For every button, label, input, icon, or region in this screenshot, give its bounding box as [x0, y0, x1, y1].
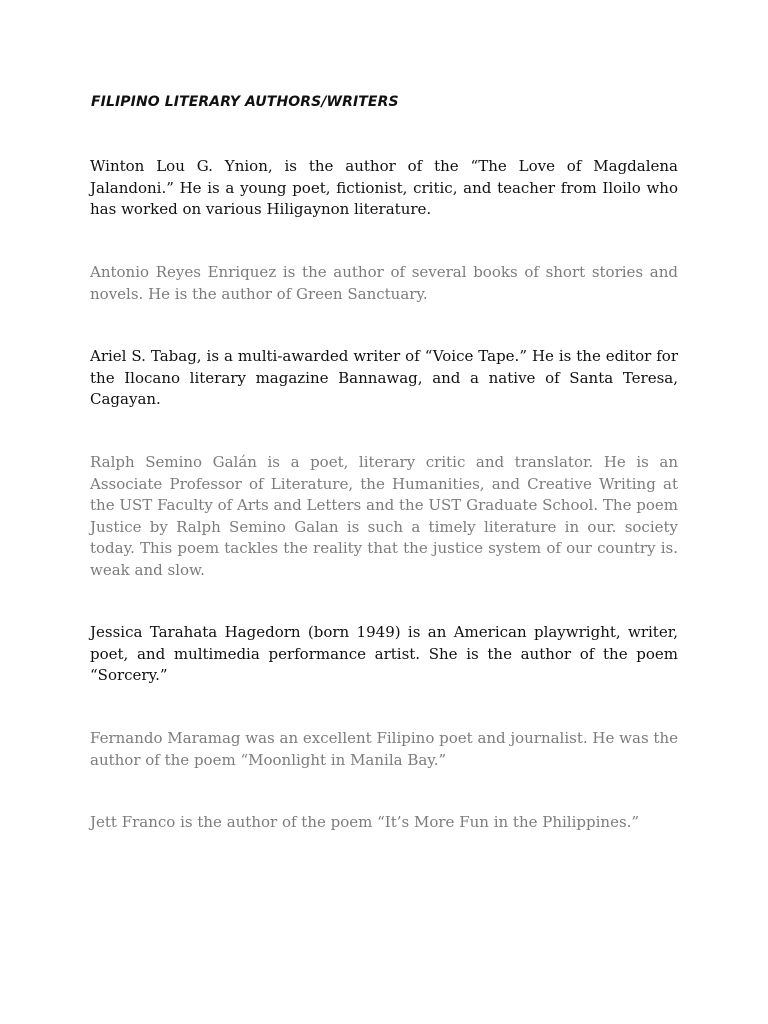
author-paragraph-antonio-reyes-enriquez: Antonio Reyes Enriquez is the author of several books of short stories and novels. He is the author of Green Sanctuary. [90, 263, 678, 303]
author-paragraph-fernando-maramag: Fernando Maramag was an excellent Filipino poet and journalist. He was the author of the poem “Moonlight in Manila Bay.” [90, 729, 678, 769]
author-paragraph-ralph-semino-galan: Ralph Semino Galán is a poet, literary critic and translator. He is an Associate Professor of Literature, the Humanities, and Creative Writing at the UST Faculty of Arts and Letters and the UST Graduate School. The poem Justice by Ralph Semino Galan is such a timely literature in our. society today. This poem tackles the reality that the justice system of our country is. weak and slow. [90, 453, 678, 579]
author-paragraph-jessica-hagedorn: Jessica Tarahata Hagedorn (born 1949) is an American playwright, writer, poet, and multimedia performance artist. She is the author of the poem “Sorcery.” [90, 623, 678, 685]
author-paragraph-jett-franco: Jett Franco is the author of the poem “It’s More Fun in the Philippines.” [90, 813, 640, 831]
author-paragraph-ariel-tabag: Ariel S. Tabag, is a multi-awarded writer of “Voice Tape.” He is the editor for the Ilocano literary magazine Bannawag, and a native of Santa Teresa, Cagayan. [90, 347, 678, 409]
author-paragraph-winton-lou-ynion: Winton Lou G. Ynion, is the author of the “The Love of Magdalena Jalandoni.” He is a young poet, fictionist, critic, and teacher from Iloilo who has worked on various Hiligaynon literature. [90, 157, 678, 219]
document-title: FILIPINO LITERARY AUTHORS/WRITERS [91, 94, 399, 110]
